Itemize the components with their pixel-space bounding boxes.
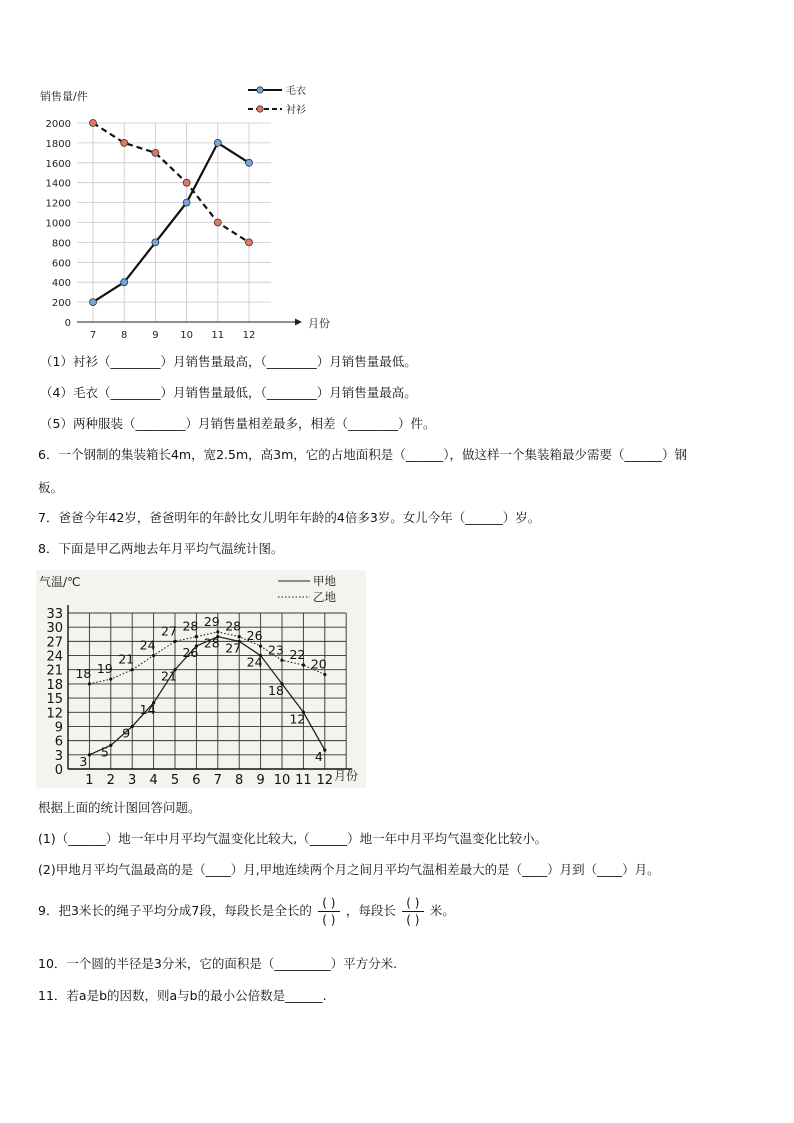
chart1-y-tick: 1800 (45, 138, 71, 150)
chart2-data-label-yi: 18 (75, 665, 92, 681)
chart2-point-yi (152, 654, 155, 657)
chart1-legend (248, 84, 306, 116)
chart1-x-tick: 10 (180, 330, 193, 341)
chart2-data-label-jia: 27 (225, 640, 242, 656)
chart2-point-yi (238, 635, 241, 638)
chart2-x-tick: 12 (316, 773, 334, 788)
sales-line-chart (30, 80, 350, 345)
chart2-y-tick: 27 (46, 635, 63, 651)
chart1-point-shirt (90, 120, 97, 127)
chart1-x-axis-label: 月份 (308, 317, 330, 330)
question-6-line1: 6．一个钢制的集装箱长4m，宽2.5m，高3m，它的占地面积是（______），做这样一个集装箱最少需要（______）钢 (38, 447, 688, 462)
chart2-point-yi (323, 673, 326, 676)
chart2-point-jia (109, 744, 112, 747)
chart2-legend-label: 甲地 (313, 574, 336, 588)
chart2-point-yi (302, 663, 305, 666)
chart2-x-tick: 7 (213, 773, 222, 788)
chart1-legend-label: 毛衣 (286, 86, 306, 97)
chart2-data-label-yi: 24 (139, 637, 156, 653)
chart2-data-label-jia: 5 (100, 744, 109, 760)
chart1-x-tick: 7 (89, 330, 97, 341)
chart1-y-tick: 2000 (45, 119, 71, 130)
chart1-grid (77, 123, 271, 322)
chart1-point-shirt (183, 179, 190, 186)
chart2-x-tick: 4 (149, 773, 158, 788)
chart2-point-yi (195, 635, 198, 638)
fraction-blank-2-denominator: ( ) (406, 913, 420, 927)
chart2-data-label-jia: 12 (289, 711, 306, 727)
chart2-x-axis-label: 月份 (334, 769, 359, 783)
question-9-part-a: 9．把3米长的绳子平均分成7段，每段长是全长的 (38, 903, 312, 918)
chart2-point-yi (173, 640, 176, 643)
chart2-y-tick: 15 (46, 692, 63, 708)
question-9 (38, 896, 455, 927)
chart2-data-label-yi: 26 (246, 628, 263, 644)
chart2-data-label-yi: 28 (182, 618, 199, 634)
chart1-point-shirt (214, 219, 221, 226)
chart2-data-label-jia: 14 (139, 701, 156, 717)
chart1-y-tick: 600 (51, 258, 71, 270)
fraction-blank-1-denominator: ( ) (322, 913, 336, 927)
question-9-part-b: ，每段长 (345, 903, 396, 918)
chart2-data-label-yi: 29 (203, 613, 220, 629)
question-5: （5）两种服装（________）月销售量相差最多，相差（________）件。 (40, 416, 436, 431)
chart1-y-tick-labels (46, 119, 71, 329)
chart1-y-tick: 0 (64, 318, 71, 329)
question-10: 10．一个圆的半径是3分米，它的面积是（_________）平方分米. (38, 956, 398, 971)
fraction-blank-1 (318, 896, 340, 927)
chart1-point-sweater (152, 239, 159, 246)
chart2-y-tick: 0 (54, 763, 63, 778)
chart1-y-tick: 1400 (45, 178, 71, 190)
chart2-point-jia (88, 753, 91, 756)
chart2-data-label-yi: 22 (289, 647, 306, 662)
chart2-y-tick: 33 (46, 607, 63, 622)
chart2-data-label-yi: 19 (96, 661, 113, 677)
chart2-point-yi (109, 678, 112, 681)
question-1: （1）衬衫（________）月销售量最高，（________）月销售量最低。 (40, 354, 417, 369)
chart1-y-tick: 1000 (45, 218, 71, 230)
chart2-point-yi (88, 682, 91, 685)
chart1-x-tick: 8 (121, 330, 128, 341)
chart2-data-label-jia: 4 (314, 749, 323, 765)
chart2-data-label-jia: 3 (79, 753, 88, 769)
chart2-y-tick: 21 (46, 663, 63, 679)
chart1-x-tick: 11 (211, 330, 225, 341)
question-8-2: (2)甲地月平均气温最高的是（____）月,甲地连续两个月之间月平均气温相差最大的是（____）月到（____）月。 (38, 862, 660, 877)
chart2-y-tick: 30 (46, 621, 63, 637)
chart2-data-label-jia: 21 (161, 668, 177, 684)
chart2-data-label-yi: 23 (268, 642, 284, 658)
chart1-series (90, 120, 253, 306)
chart2-data-label-yi: 21 (118, 651, 135, 667)
chart2-x-tick: 5 (170, 773, 180, 788)
question-8-1: (1)（______）地一年中月平均气温变化比较大,（______）地一年中月平均气温变化比较小。 (38, 831, 548, 846)
chart2-x-tick: 11 (295, 773, 312, 788)
chart1-y-tick: 1200 (45, 198, 71, 210)
chart2-y-tick: 24 (46, 649, 63, 665)
chart2-y-tick: 9 (54, 720, 63, 736)
chart2-legend-label: 乙地 (313, 590, 336, 604)
chart2-data-label-jia: 26 (182, 645, 199, 661)
chart1-y-tick: 400 (51, 278, 71, 290)
chart1-y-tick: 800 (51, 238, 71, 250)
chart2-data-label-jia: 28 (203, 635, 220, 651)
chart1-point-shirt (152, 149, 159, 156)
chart2-y-tick: 18 (46, 677, 63, 693)
chart1-x-tick: 12 (242, 330, 256, 341)
chart2-point-yi (216, 630, 219, 633)
chart1-x-axis-arrow (295, 319, 302, 326)
chart1-y-axis-label: 销售量/件 (40, 90, 88, 103)
chart2-point-yi (131, 668, 134, 671)
fraction-blank-2-numerator: ( ) (406, 896, 420, 910)
temperature-line-chart (36, 570, 366, 788)
question-8-intro: 根据上面的统计图回答问题。 (38, 800, 201, 815)
chart1-y-tick: 200 (51, 298, 71, 310)
chart2-point-jia (323, 748, 326, 751)
chart2-point-yi (259, 644, 262, 647)
question-7: 7．爸爸今年42岁，爸爸明年的年龄比女儿明年年龄的4倍多3岁。女儿今年（______）岁。 (38, 510, 541, 525)
chart2-x-tick: 1 (85, 773, 94, 788)
chart1-point-shirt (121, 139, 128, 146)
chart2-point-jia (131, 725, 134, 728)
question-6-line2: 板。 (38, 480, 64, 495)
chart2-x-tick: 8 (235, 773, 244, 788)
chart1-point-shirt (246, 239, 253, 246)
chart2-y-tick: 6 (54, 734, 63, 750)
chart2-data-label-yi: 27 (161, 623, 177, 639)
question-9-part-c: 米。 (429, 903, 455, 918)
chart2-data-label-jia: 18 (268, 682, 284, 698)
fraction-blank-2 (402, 896, 424, 927)
chart1-legend-label: 衬衫 (286, 105, 306, 116)
question-4: （4）毛衣（________）月销售量最低，（________）月销售量最高。 (40, 385, 417, 400)
chart2-x-tick: 2 (106, 773, 115, 788)
chart1-point-sweater (183, 199, 190, 206)
chart2-x-tick: 9 (256, 773, 265, 788)
chart2-x-tick: 6 (192, 773, 201, 788)
question-8: 8．下面是甲乙两地去年月平均气温统计图。 (38, 541, 284, 556)
chart2-x-tick: 10 (273, 773, 291, 788)
chart2-y-axis-label: 气温/℃ (39, 575, 81, 589)
chart1-legend-marker (257, 87, 263, 93)
chart2-data-label-jia: 9 (122, 725, 131, 741)
chart1-legend-marker (257, 106, 263, 112)
chart1-x-tick: 9 (152, 330, 159, 341)
chart2-x-tick: 3 (128, 773, 137, 788)
fraction-blank-1-numerator: ( ) (322, 896, 336, 910)
chart2-data-label-yi: 20 (310, 656, 327, 672)
chart1-point-sweater (214, 139, 221, 146)
chart1-x-tick-labels (90, 330, 256, 341)
chart2-data-label-yi: 28 (225, 618, 242, 634)
chart1-point-sweater (246, 159, 253, 166)
chart2-y-tick: 12 (46, 706, 63, 722)
chart1-y-tick: 1600 (45, 158, 71, 170)
chart1-point-sweater (90, 299, 97, 306)
chart2-y-tick: 3 (54, 748, 63, 764)
question-11: 11．若a是b的因数，则a与b的最小公倍数是______. (38, 988, 327, 1003)
chart2-point-yi (280, 659, 283, 662)
chart1-axes (77, 319, 302, 326)
chart1-point-sweater (121, 279, 128, 286)
chart2-data-label-jia: 24 (246, 654, 263, 670)
